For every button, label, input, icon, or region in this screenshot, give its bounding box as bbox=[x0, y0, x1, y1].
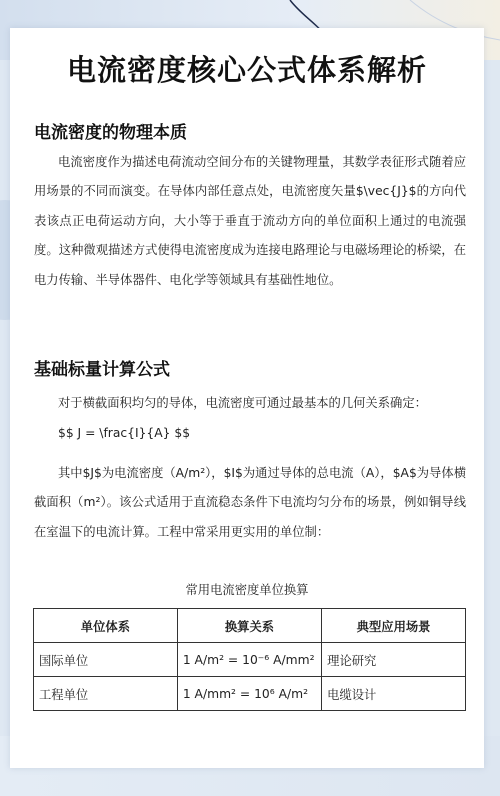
table-cell: 理论研究 bbox=[322, 643, 466, 677]
table-header-cell: 单位体系 bbox=[34, 609, 178, 643]
paragraph-formula-explanation: 其中$J$为电流密度（A/m²），$I$为通过导体的总电流（A），$A$为导体横截面积（m²）。该公式适用于直流稳态条件下电流均匀分布的场景，例如铜导线在室温下的电流计算。工程中常采用更实用的单位制： bbox=[34, 466, 466, 539]
unit-conversion-table bbox=[33, 608, 466, 711]
document-title: 电流密度核心公式体系解析 bbox=[66, 53, 427, 87]
table-cell: 国际单位 bbox=[34, 643, 178, 677]
table-cell: 1 A/mm² = 10⁶ A/m² bbox=[177, 677, 321, 711]
table-header-cell: 换算关系 bbox=[177, 609, 321, 643]
paragraph-formula-intro: 对于横截面积均匀的导体，电流密度可通过最基本的几何关系确定： bbox=[58, 396, 427, 410]
table-cell: 1 A/m² = 10⁻⁶ A/mm² bbox=[177, 643, 321, 677]
table-cell: 电缆设计 bbox=[322, 677, 466, 711]
table-row bbox=[34, 643, 466, 677]
formula-line: $$ J = \frac{I}{A} $$ bbox=[58, 426, 191, 440]
table-caption: 常用电流密度单位换算 bbox=[185, 583, 309, 597]
table-header-row bbox=[34, 609, 466, 643]
table-cell: 工程单位 bbox=[34, 677, 178, 711]
paragraph-physical-nature: 电流密度作为描述电荷流动空间分布的关键物理量，其数学表征形式随着应用场景的不同而演变。在导体内部任意点处，电流密度矢量$\vec{J}$的方向代表该点正电荷运动方向，大小等于垂直于流动方向的单位面积上通过的电流强度。这种微观描述方式使得电流密度成为连接电路理论与电磁场理论的桥梁，在电力传输、半导体器件、电化学等领域具有基础性地位。 bbox=[34, 155, 466, 287]
document-card bbox=[10, 28, 484, 768]
section-heading-physical-nature: 电流密度的物理本质 bbox=[34, 123, 187, 143]
table-row bbox=[34, 677, 466, 711]
section-heading-basic-formula: 基础标量计算公式 bbox=[34, 360, 170, 380]
table-header-cell: 典型应用场景 bbox=[322, 609, 466, 643]
